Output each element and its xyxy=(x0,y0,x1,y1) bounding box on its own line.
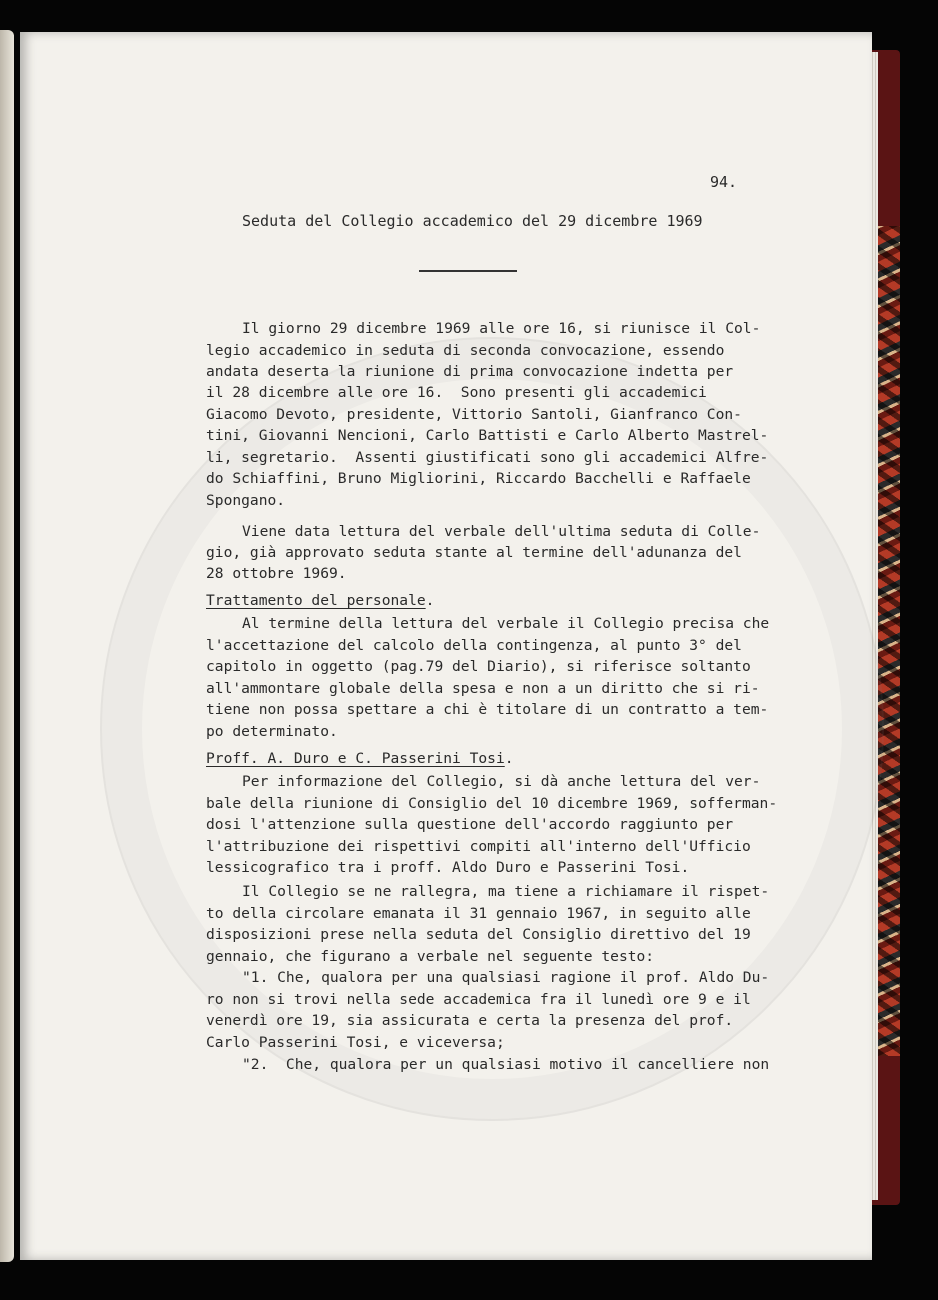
text-line: to della circolare emanata il 31 gennaio 1967, in seguito alle xyxy=(206,905,751,922)
text-line: 28 ottobre 1969. xyxy=(206,565,347,582)
text-line: ro non si trovi nella sede accademica fra il lunedì ore 9 e il xyxy=(206,991,751,1008)
text-line: Il Collegio se ne rallegra, ma tiene a richiamare il rispet- xyxy=(242,883,770,900)
text-line: Carlo Passerini Tosi, e viceversa; xyxy=(206,1034,505,1051)
text-line: disposizioni prese nella seduta del Consiglio direttivo del 19 xyxy=(206,926,751,943)
text-line: tiene non possa spettare a chi è titolare di un contratto a tem- xyxy=(206,701,769,718)
text-line: Per informazione del Collegio, si dà anche lettura del ver- xyxy=(242,773,761,790)
text-line: venerdì ore 19, sia assicurata e certa la presenza del prof. xyxy=(206,1012,734,1029)
text-line: gio, già approvato seduta stante al termine dell'adunanza del xyxy=(206,544,742,561)
section-heading-proff xyxy=(206,750,514,767)
text-line: Al termine della lettura del verbale il Collegio precisa che xyxy=(242,615,770,632)
text-line: Viene data lettura del verbale dell'ultima seduta di Colle- xyxy=(242,523,761,540)
text-line: "1. Che, qualora per una qualsiasi ragione il prof. Aldo Du- xyxy=(242,969,770,986)
text-line: "2. Che, qualora per un qualsiasi motivo il cancelliere non xyxy=(242,1056,770,1073)
left-page-edge xyxy=(0,30,14,1262)
text-line: l'attribuzione dei rispettivi compiti all'interno dell'Ufficio xyxy=(206,838,751,855)
page-number: 94. xyxy=(710,173,738,191)
text-line: po determinato. xyxy=(206,723,338,740)
text-line: il 28 dicembre alle ore 16. Sono presenti gli accademici xyxy=(206,384,707,401)
section-heading-period: . xyxy=(425,592,435,609)
text-line: dosi l'attenzione sulla questione dell'accordo raggiunto per xyxy=(206,816,734,833)
text-line: capitolo in oggetto (pag.79 del Diario), si riferisce soltanto xyxy=(206,658,751,675)
text-line: do Schiaffini, Bruno Migliorini, Riccardo Bacchelli e Raffaele xyxy=(206,470,751,487)
marbled-endpaper xyxy=(878,226,900,1056)
section-heading-text: Proff. A. Duro e C. Passerini Tosi xyxy=(206,750,505,767)
section-heading-period: . xyxy=(504,750,514,767)
text-line: tini, Giovanni Nencioni, Carlo Battisti e Carlo Alberto Mastrel- xyxy=(206,427,769,444)
section-heading-personale xyxy=(206,592,434,609)
text-line: Spongano. xyxy=(206,492,286,509)
title-rule xyxy=(419,270,517,272)
text-line: all'ammontare globale della spesa e non a un diritto che si ri- xyxy=(206,680,760,697)
text-line: lessicografico tra i proff. Aldo Duro e Passerini Tosi. xyxy=(206,859,690,876)
text-line: bale della riunione di Consiglio del 10 dicembre 1969, sofferman- xyxy=(206,795,778,812)
page-title: Seduta del Collegio accademico del 29 dicembre 1969 xyxy=(242,212,703,230)
document-page xyxy=(20,32,872,1260)
text-line: andata deserta la riunione di prima convocazione indetta per xyxy=(206,363,734,380)
text-line: Giacomo Devoto, presidente, Vittorio Santoli, Gianfranco Con- xyxy=(206,406,742,423)
text-line: l'accettazione del calcolo della contingenza, al punto 3° del xyxy=(206,637,742,654)
section-heading-text: Trattamento del personale xyxy=(206,592,426,609)
text-line: li, segretario. Assenti giustificati sono gli accademici Alfre- xyxy=(206,449,769,466)
text-line: Il giorno 29 dicembre 1969 alle ore 16, si riunisce il Col- xyxy=(242,320,761,337)
text-line: gennaio, che figurano a verbale nel seguente testo: xyxy=(206,948,655,965)
text-line: legio accademico in seduta di seconda convocazione, essendo xyxy=(206,342,725,359)
